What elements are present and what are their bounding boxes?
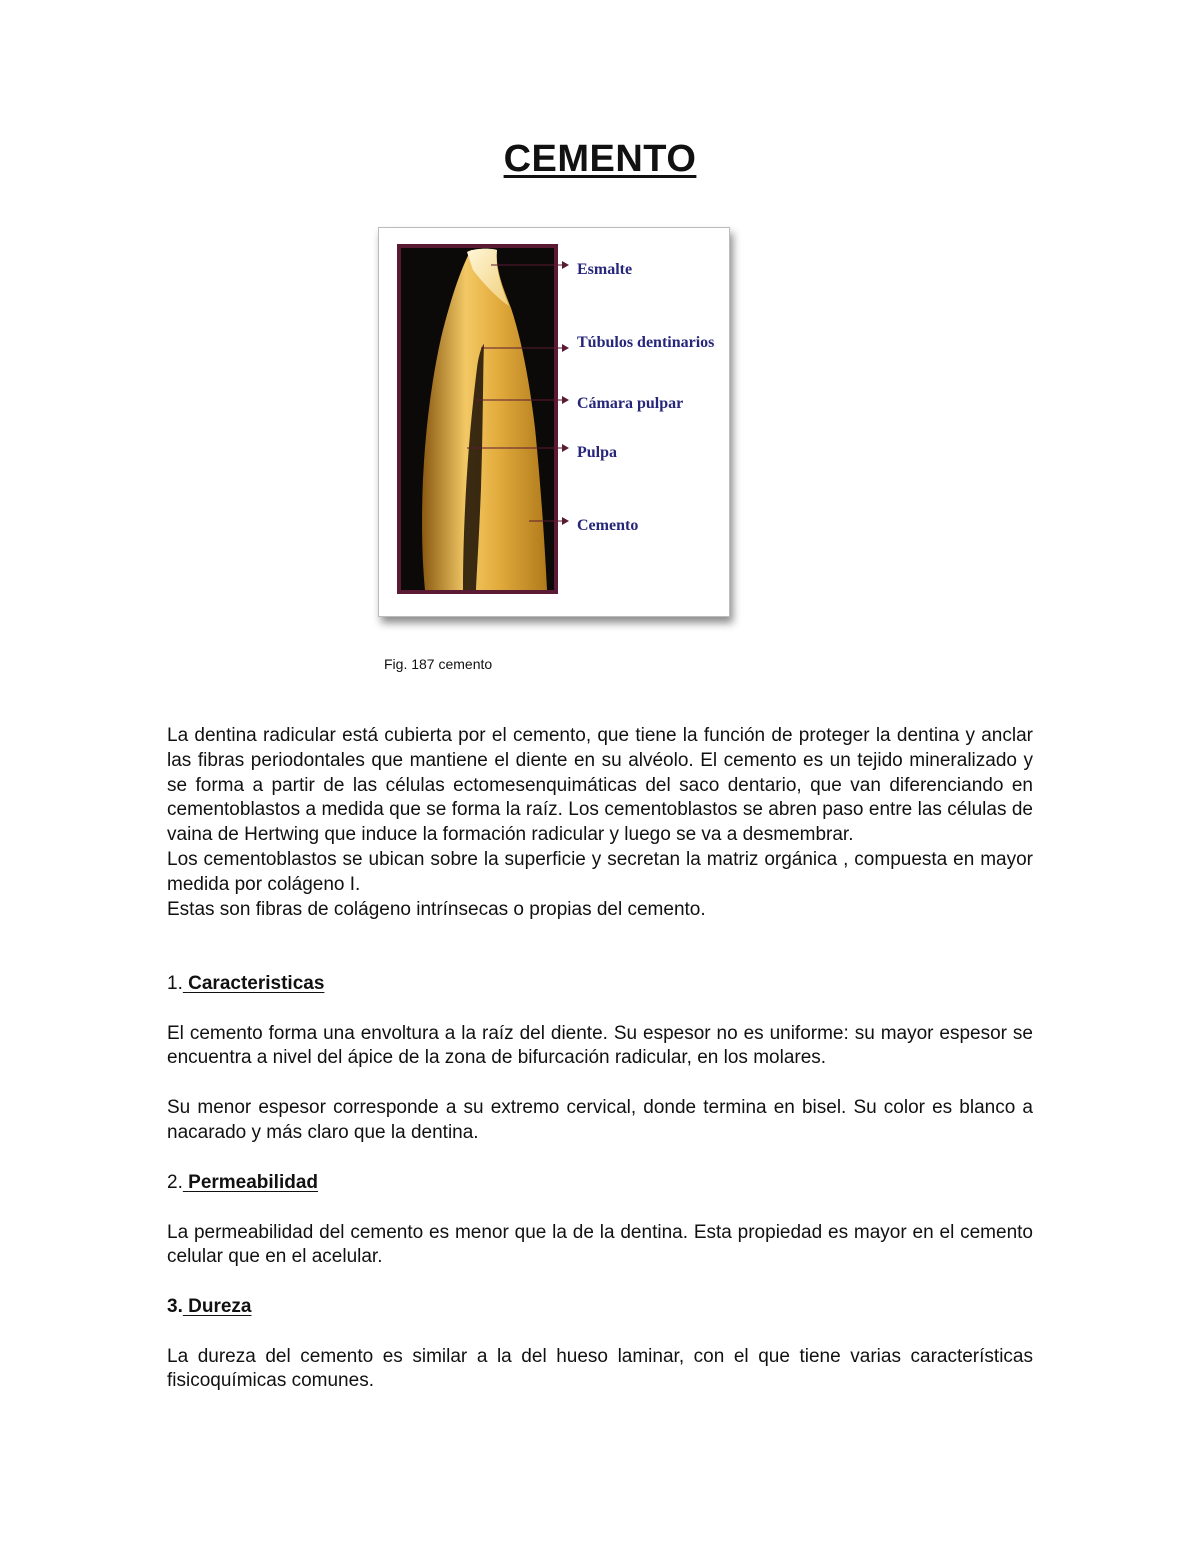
intro-paragraph-3: Estas son fibras de colágeno intrínsecas o propias del cemento. xyxy=(167,898,706,920)
section-paragraph: La dureza del cemento es similar a la del hueso laminar, con el que tiene varias características fisicoquímicas comunes. xyxy=(167,1345,1033,1392)
section-paragraph: La permeabilidad del cemento es menor que la de la dentina. Esta propiedad es mayor en el cemento celular que en el acelular. xyxy=(167,1221,1033,1268)
section-caracteristicas xyxy=(167,972,1033,1146)
label-tubulos: Túbulos dentinarios xyxy=(577,334,715,351)
section-dureza xyxy=(167,1295,1033,1394)
section-heading xyxy=(167,1171,1033,1196)
section-paragraph: El cemento forma una envoltura a la raíz del diente. Su espesor no es uniforme: su mayor espesor se encuentra a nivel del ápice de la zona de bifurcación radicular, en los molares. xyxy=(167,1022,1033,1069)
section-heading xyxy=(167,972,1033,997)
page-title: CEMENTO xyxy=(503,138,697,180)
label-pulpa: Pulpa xyxy=(577,444,618,461)
section-title: Permeabilidad xyxy=(188,1172,319,1193)
label-camara-pulpar: Cámara pulpar xyxy=(577,395,684,412)
section-title: Dureza xyxy=(188,1296,252,1317)
label-esmalte: Esmalte xyxy=(577,261,633,278)
tooth-diagram xyxy=(379,228,729,616)
intro-paragraph-2: Los cementoblastos se ubican sobre la superficie y secretan la matriz orgánica , compuesta en mayor medida por colágeno I. xyxy=(167,848,1033,895)
section-number: 3. xyxy=(167,1296,183,1317)
section-heading xyxy=(167,1295,1033,1320)
section-number: 1. xyxy=(167,973,183,994)
section-number: 2. xyxy=(167,1172,183,1193)
figure-caption: Fig. 187 cemento xyxy=(384,656,493,672)
intro-paragraph-1: La dentina radicular está cubierta por el cemento, que tiene la función de proteger la dentina y anclar las fibras periodontales que mantiene el diente en su alvéolo. El cemento es un tejido mineralizado y se forma a partir de las células ectomesenquimáticas del saco dentario, que van diferenciando en cementoblastos a medida que se forma la raíz. Los cementoblastos se abren paso entre las células de vaina de Hertwing que induce la formación radicular y luego se va a desmembrar. xyxy=(167,725,1033,846)
label-cemento: Cemento xyxy=(577,517,639,534)
section-title: Caracteristicas xyxy=(188,973,325,994)
section-paragraph: Su menor espesor corresponde a su extremo cervical, donde termina en bisel. Su color es blanco a nacarado y más claro que la dentina. xyxy=(167,1096,1033,1143)
tooth-figure xyxy=(378,227,730,617)
pointer-arrows xyxy=(562,261,569,525)
intro-block xyxy=(167,724,1033,922)
section-permeabilidad xyxy=(167,1171,1033,1270)
